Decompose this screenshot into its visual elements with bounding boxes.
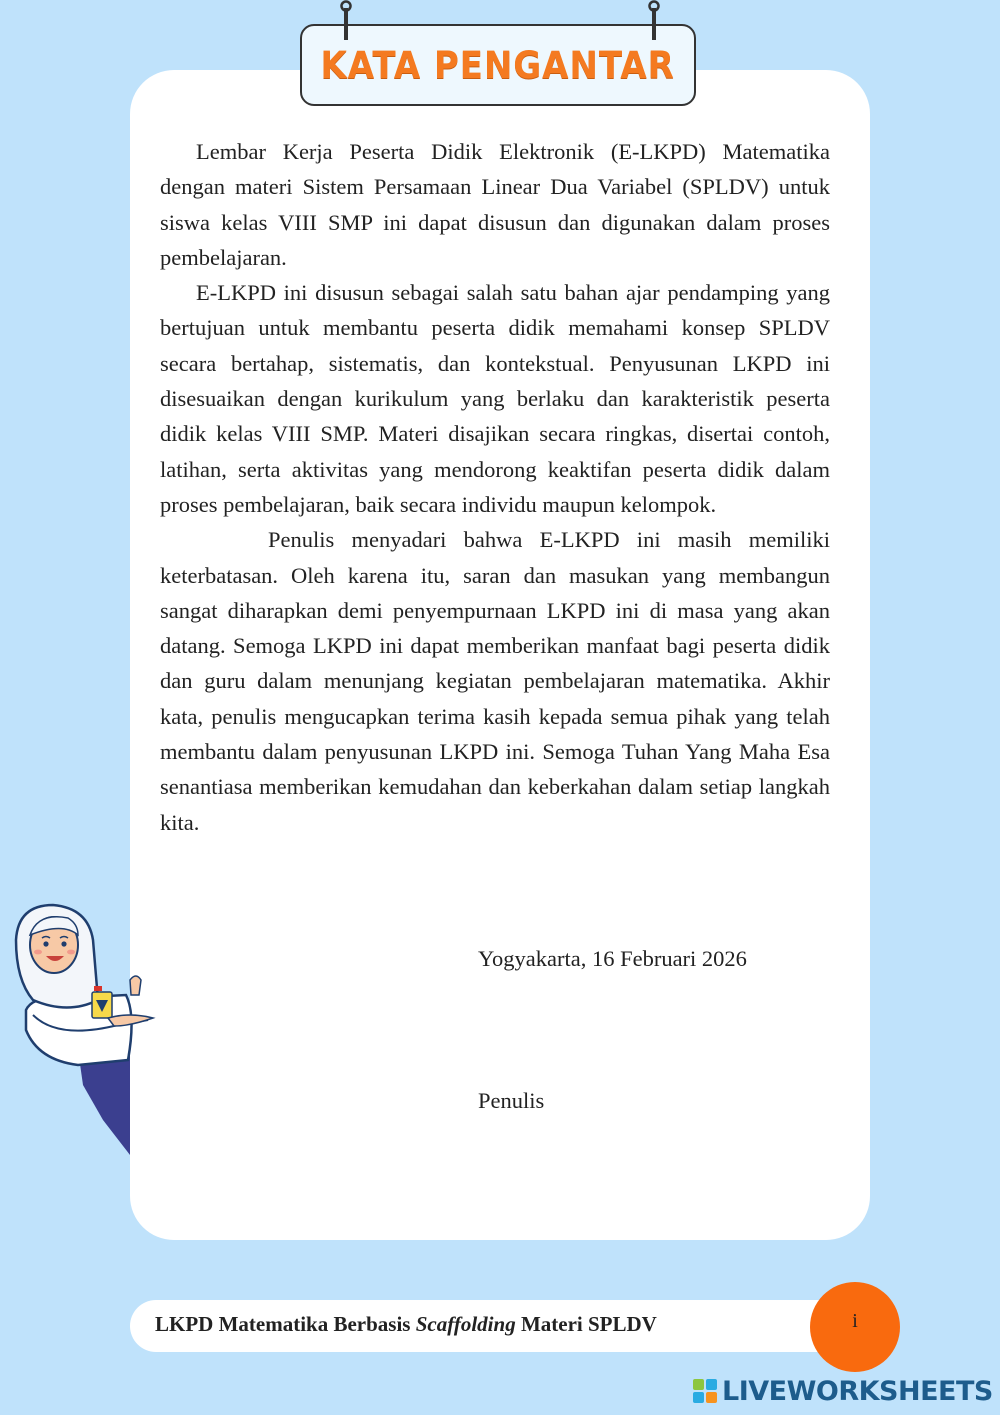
hanger-hook-left	[340, 0, 352, 40]
footer-title	[155, 1312, 657, 1337]
page-number-badge	[810, 1282, 900, 1372]
foreword-body	[160, 134, 830, 840]
footer-title-italic: Scaffolding	[415, 1312, 516, 1336]
paragraph-3: Penulis menyadari bahwa E-LKPD ini masih memiliki keterbatasan. Oleh karena itu, saran dan masukan yang membangun sangat diharapkan demi penyempurnaan LKPD ini di masa yang akan datang. Semoga LKPD ini dapat memberikan manfaat bagi peserta didik dan guru dalam menunjang kegiatan pembelajaran matematika. Akhir kata, penulis mengucapkan terima kasih kepada semua pihak yang telah membantu dalam penyusunan LKPD ini. Semoga Tuhan Yang Maha Esa senantiasa memberikan kemudahan dan keberkahan dalam setiap langkah kita.	[160, 527, 830, 835]
page-number: i	[852, 1310, 858, 1332]
footer-title-end: Materi SPLDV	[515, 1312, 657, 1336]
paragraph-2: E-LKPD ini disusun sebagai salah satu bahan ajar pendamping yang bertujuan untuk membantu peserta didik memahami konsep SPLDV secara bertahap, sistematis, dan kontekstual. Penyusunan LKPD ini disesuaikan dengan kurikulum yang berlaku dan karakteristik peserta didik kelas VIII SMP. Materi disajikan secara ringkas, disertai contoh, latihan, serta aktivitas yang mendorong keaktifan peserta didik dalam proses pembelajaran, baik secara individu maupun kelompok.	[160, 280, 830, 517]
paragraph-1: Lembar Kerja Peserta Didik Elektronik (E-LKPD) Matematika dengan materi Sistem Persamaan Linear Dua Variabel (SPLDV) untuk siswa kelas VIII SMP ini dapat disusun dan digunakan dalam proses pembelajaran.	[160, 139, 830, 270]
title-board	[300, 24, 696, 106]
liveworksheets-logo-icon	[692, 1378, 718, 1404]
liveworksheets-watermark[interactable]	[692, 1374, 993, 1408]
watermark-brand: LIVEWORKSHEETS	[722, 1375, 993, 1407]
place-date: Yogyakarta, 16 Februari 2026	[478, 946, 747, 971]
page-title: KATA PENGANTAR	[320, 43, 676, 87]
footer-title-start: LKPD Matematika Berbasis	[155, 1312, 416, 1336]
signer: Penulis	[478, 1088, 545, 1113]
hanger-hook-right	[648, 0, 660, 40]
student-character-illustration	[8, 900, 158, 1165]
